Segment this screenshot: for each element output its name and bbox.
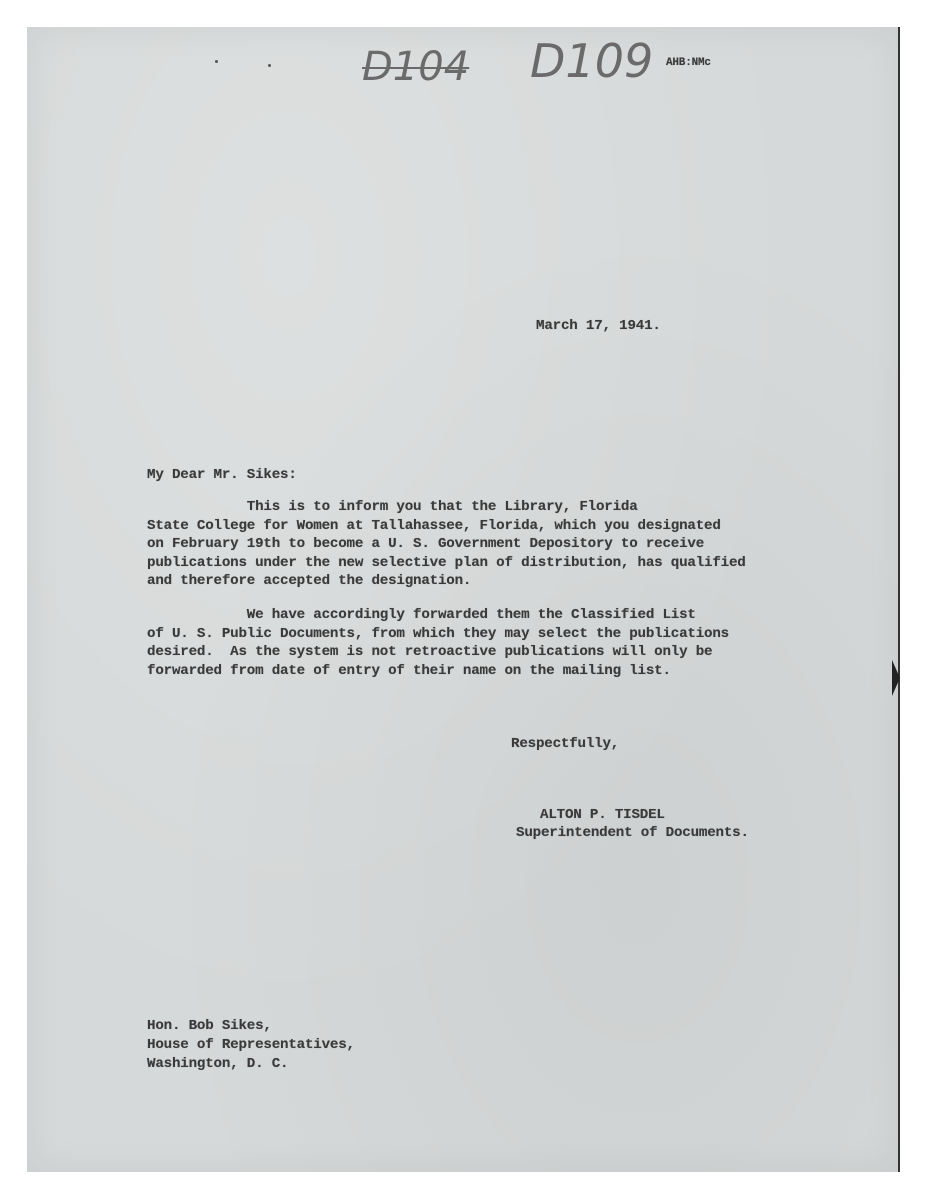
address-line: Hon. Bob Sikes, [147,1018,272,1034]
body-line: This is to inform you that the Library, Florida [147,499,638,515]
address-line: Washington, D. C. [147,1056,289,1072]
body-line: of U. S. Public Documents, from which they may select the publications [147,625,729,642]
body-line: publications under the new selective plan of distribution, has qualified [147,554,746,571]
body-line: on February 19th to become a U. S. Government Depository to receive [147,536,705,552]
file-number: D109 [530,34,654,88]
speck [215,60,218,63]
body-line: desired. As the system is not retroactive publications will only be [147,644,713,660]
salutation: My Dear Mr. Sikes: [147,467,297,483]
body-line: State College for Women at Tallahassee, Florida, which you designated [147,517,721,534]
body-line: forwarded from date of entry of their name on the mailing list. [147,662,671,679]
closing: Respectfully, [511,736,620,752]
page-edge-shadow [898,27,900,1172]
page-edge-mark [892,660,900,696]
struck-file-number: D104 [362,44,470,90]
reference-initials: AHB:NMc [666,57,711,69]
speck [268,64,271,67]
document-page [27,27,900,1172]
letter-date: March 17, 1941. [536,318,661,334]
body-line: and therefore accepted the designation. [147,573,472,589]
body-line: We have accordingly forwarded them the Classified List [147,607,696,623]
signer-title: Superintendent of Documents. [516,825,749,841]
signer-name: ALTON P. TISDEL [540,807,665,823]
address-line: House of Representatives, [147,1037,355,1053]
